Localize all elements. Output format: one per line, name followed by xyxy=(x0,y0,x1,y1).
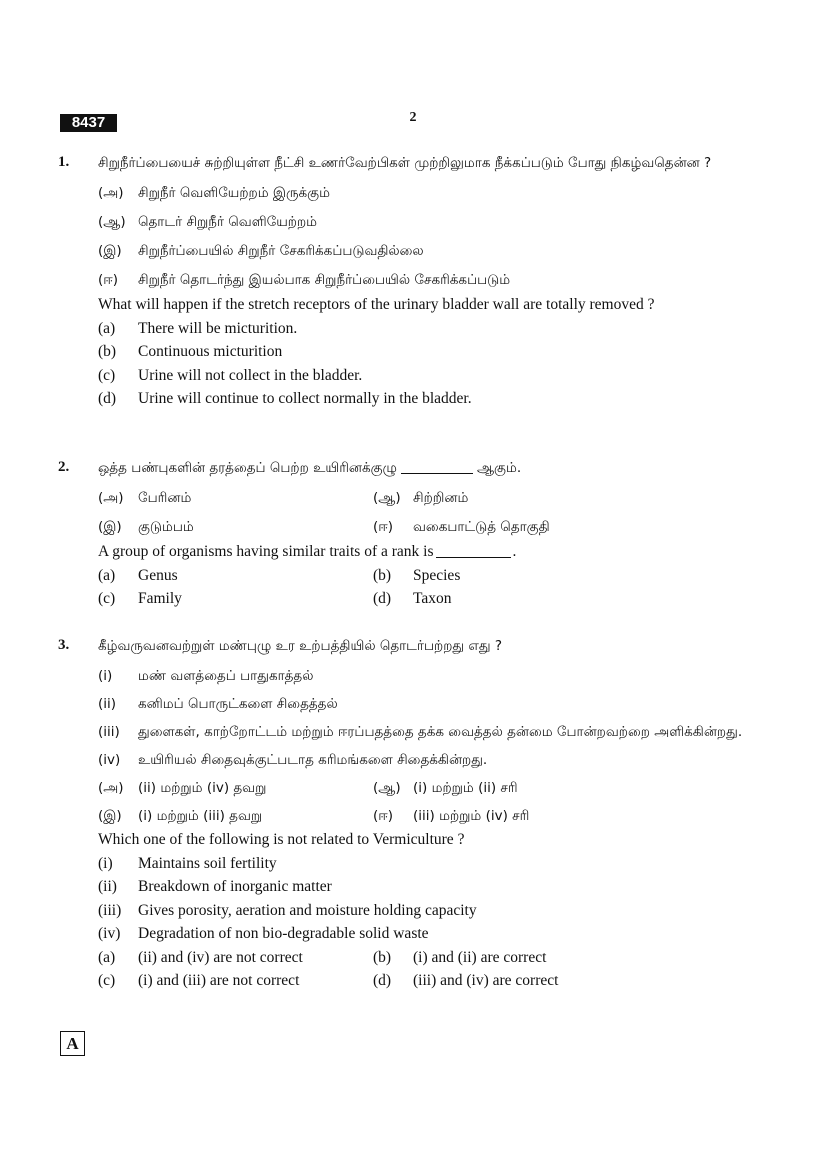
english-option: (a) There will be micturition. xyxy=(98,319,298,337)
question-2 xyxy=(58,456,748,611)
question-3 xyxy=(58,634,748,993)
question-1 xyxy=(58,151,748,411)
english-option: (c) Urine will not collect in the bladder. xyxy=(98,366,363,384)
tamil-statement: (iv) உயிரியல் சிதைவுக்குட்படாத கரிமங்களை சிதைக்கின்றது. xyxy=(98,752,488,768)
english-statement: (ii) Breakdown of inorganic matter xyxy=(98,878,332,895)
tamil-option: (ஈ) சிறுநீர் தொடர்ந்து இயல்பாக சிறுநீர்ப்பையில் சேகரிக்கப்படும் xyxy=(98,272,511,288)
english-stem: A group of organisms having similar traits of a rank is . xyxy=(98,543,517,560)
tamil-stem: சிறுநீர்ப்பையைச் சுற்றியுள்ள நீட்சி உணர்வேற்பிகள் முற்றிலுமாக நீக்கப்படும் போது நிகழ்வதென்ன ? xyxy=(98,155,712,171)
tamil-option: (அ) (ii) மற்றும் (iv) தவறு xyxy=(98,780,267,796)
page-number: 2 xyxy=(409,110,417,125)
tamil-statement: (iii) துளைகள், காற்றோட்டம் மற்றும் ஈரப்பதத்தை தக்க வைத்தல் தன்மை போன்றவற்றை அளிக்கின்றது. xyxy=(98,724,743,740)
english-option: (d) Urine will continue to collect normally in the bladder. xyxy=(98,390,472,407)
paper-code: 8437 xyxy=(60,114,117,132)
answer-blank xyxy=(436,557,511,558)
english-options xyxy=(98,564,748,611)
english-option: (b) Continuous micturition xyxy=(98,343,283,360)
question-number: 1. xyxy=(58,154,70,170)
tamil-statement: (ii) கனிமப் பொருட்களை சிதைத்தல் xyxy=(98,696,338,712)
english-stem: Which one of the following is not related to Vermiculture ? xyxy=(98,831,465,848)
english-statement: (iii) Gives porosity, aeration and moisture holding capacity xyxy=(98,901,477,919)
question-number: 3. xyxy=(58,637,70,653)
english-statements xyxy=(98,852,748,993)
english-option: (d) (iii) and (iv) are correct xyxy=(373,972,559,989)
english-option: (a) Genus xyxy=(98,566,178,584)
tamil-options xyxy=(98,487,748,538)
tamil-option: (இ) குடும்பம் xyxy=(98,519,194,535)
english-stem: What will happen if the stretch receptors of the urinary bladder wall are totally removed ? xyxy=(98,296,655,313)
question-number: 2. xyxy=(58,459,70,475)
english-statement: (i) Maintains soil fertility xyxy=(98,854,277,872)
english-option: (c) (i) and (iii) are not correct xyxy=(98,972,300,989)
tamil-stem: கீழ்வருவனவற்றுள் மண்புழு உர உற்பத்தியில் தொடர்பற்றது எது ? xyxy=(98,638,503,654)
tamil-option: (இ) (i) மற்றும் (iii) தவறு xyxy=(98,808,263,824)
tamil-option: (ஆ) (i) மற்றும் (ii) சரி xyxy=(373,780,518,796)
tamil-statement: (i) மண் வளத்தைப் பாதுகாத்தல் xyxy=(98,668,314,684)
tamil-option: (இ) சிறுநீர்ப்பையில் சிறுநீர் சேகரிக்கப்படுவதில்லை xyxy=(98,243,424,259)
tamil-stem: ஒத்த பண்புகளின் தரத்தைப் பெற்ற உயிரினக்குழு ஆகும். xyxy=(98,460,522,476)
tamil-options xyxy=(98,182,748,291)
series-label: A xyxy=(60,1031,85,1056)
english-option: (b) (i) and (ii) are correct xyxy=(373,948,547,966)
tamil-statements xyxy=(98,665,748,827)
tamil-option: (ஈ) வகைபாட்டுத் தொகுதி xyxy=(373,519,550,535)
tamil-option: (ஆ) சிற்றினம் xyxy=(373,490,469,506)
tamil-option: (அ) சிறுநீர் வெளியேற்றம் இருக்கும் xyxy=(98,185,330,201)
answer-blank xyxy=(401,473,473,474)
tamil-option: (அ) பேரினம் xyxy=(98,490,192,506)
english-options xyxy=(98,317,748,411)
english-option: (c) Family xyxy=(98,590,182,607)
english-option: (a) (ii) and (iv) are not correct xyxy=(98,948,303,966)
tamil-option: (ஈ) (iii) மற்றும் (iv) சரி xyxy=(373,808,530,824)
tamil-option: (ஆ) தொடர் சிறுநீர் வெளியேற்றம் xyxy=(98,214,318,230)
english-statement: (iv) Degradation of non bio-degradable solid waste xyxy=(98,925,429,942)
english-option: (b) Species xyxy=(373,566,461,584)
english-option: (d) Taxon xyxy=(373,590,452,607)
